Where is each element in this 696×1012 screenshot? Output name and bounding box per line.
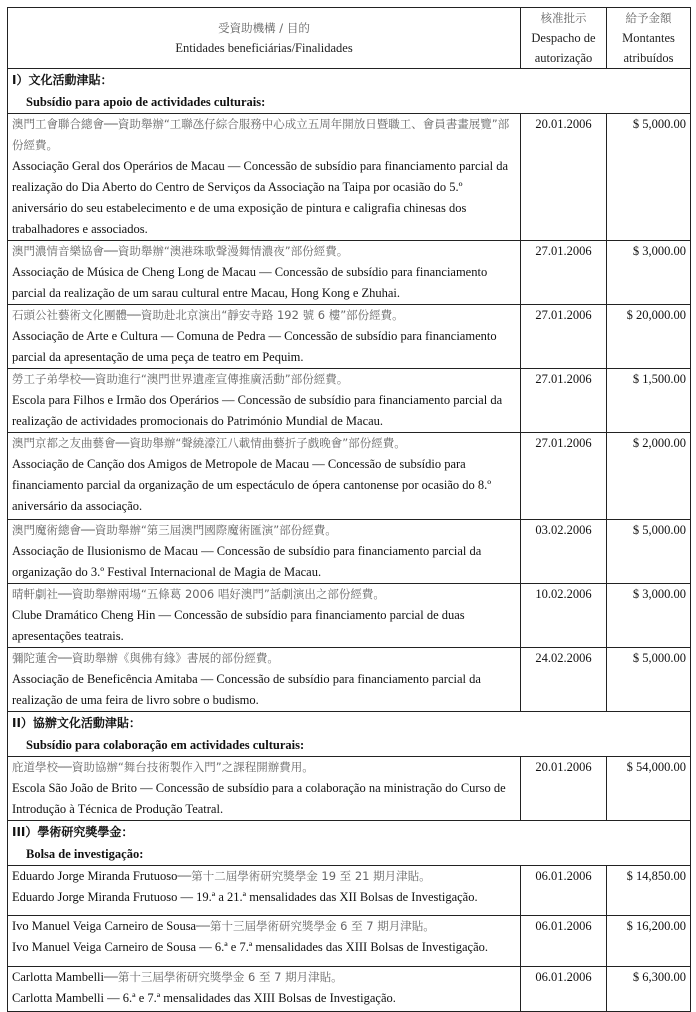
entity-pt: Associação de Arte e Cultura — Comuna de Pedra — Concessão de subsídio para financiamento parcial da apresentação de uma peça de teatro em Pequim. bbox=[12, 329, 497, 364]
entity-cell bbox=[8, 520, 521, 584]
amount: $ 20,000.00 bbox=[607, 305, 691, 369]
amount: $ 14,850.00 bbox=[607, 866, 691, 916]
header-entities-zh: 受資助機構 / 目的 bbox=[218, 21, 310, 35]
entity-zh bbox=[12, 967, 516, 988]
section-title-zh: III）學術研究獎學金： bbox=[12, 825, 134, 839]
amount: $ 3,000.00 bbox=[607, 584, 691, 648]
entity-pt: Escola São João de Brito — Concessão de subsídio para a colaboração na ministração do Curso de Introdução à Técnica de Produção Teatral. bbox=[12, 781, 506, 816]
entity-pt: Associação de Beneficência Amitaba — Concessão de subsídio para financiamento parcial da realização de uma feira de livro sobre o budismo. bbox=[12, 672, 481, 707]
amount: $ 5,000.00 bbox=[607, 648, 691, 712]
section-title-zh: II）協辦文化活動津貼： bbox=[12, 716, 141, 730]
entity-cell bbox=[8, 369, 521, 433]
despacho-date: 27.01.2006 bbox=[521, 433, 607, 520]
amount: $ 3,000.00 bbox=[607, 241, 691, 305]
table-row bbox=[8, 305, 691, 369]
entity-pt: Associação de Música de Cheng Long de Macau — Concessão de subsídio para financiamento parcial da realização de um sarau cultural entre Macau, Hong Kong e Zhuhai. bbox=[12, 265, 488, 300]
entity-cell bbox=[8, 916, 521, 967]
header-montantes-pt: Montantes atribuídos bbox=[622, 31, 675, 65]
beneficiary-name: Ivo Manuel Veiga Carneiro de Sousa bbox=[12, 919, 197, 933]
entity-zh bbox=[12, 916, 516, 937]
entity-cell bbox=[8, 114, 521, 241]
subsidy-table bbox=[7, 7, 691, 1012]
entity-pt: Ivo Manuel Veiga Carneiro de Sousa — 6.ª e 7.ª mensalidades das XIII Bolsas de Investigação. bbox=[12, 940, 488, 954]
entity-cell bbox=[8, 967, 521, 1012]
despacho-date: 27.01.2006 bbox=[521, 369, 607, 433]
entity-zh bbox=[12, 520, 516, 541]
despacho-date: 20.01.2006 bbox=[521, 757, 607, 821]
entity-cell bbox=[8, 305, 521, 369]
table-row bbox=[8, 584, 691, 648]
entity-pt: Escola para Filhos e Irmão dos Operários — Concessão de subsídio para financiamento parcial da realização de actividades promocionais do Património Mundial de Macau. bbox=[12, 393, 503, 428]
section-title bbox=[8, 821, 691, 866]
entity-zh bbox=[12, 433, 516, 454]
amount: $ 16,200.00 bbox=[607, 916, 691, 967]
table-row bbox=[8, 369, 691, 433]
entity-zh bbox=[12, 757, 516, 778]
entity-zh-text: 勞工子弟學校──資助進行“澳門世界遺產宣傳推廣活動”部份經費。 bbox=[12, 372, 349, 386]
entity-pt: Carlotta Mambelli — 6.ª e 7.ª mensalidades das XIII Bolsas de Investigação. bbox=[12, 991, 396, 1005]
beneficiary-name: Eduardo Jorge Miranda Frutuoso bbox=[12, 869, 178, 883]
table-row bbox=[8, 757, 691, 821]
table-row bbox=[8, 866, 691, 916]
header-despacho-zh: 核准批示 bbox=[540, 11, 587, 25]
despacho-date: 20.01.2006 bbox=[521, 114, 607, 241]
header-entities bbox=[8, 8, 521, 69]
despacho-date: 03.02.2006 bbox=[521, 520, 607, 584]
entity-pt: Clube Dramático Cheng Hin — Concessão de subsídio para financiamento parcial de duas apresentações teatrais. bbox=[12, 608, 465, 643]
header-montantes-zh: 給予金額 bbox=[625, 11, 672, 25]
section-title-pt: Subsídio para colaboração em actividades culturais: bbox=[26, 738, 305, 752]
section-header bbox=[8, 712, 691, 757]
section-title-zh: I）文化活動津貼： bbox=[12, 73, 113, 87]
entity-zh bbox=[12, 648, 516, 669]
section-header bbox=[8, 69, 691, 114]
amount: $ 5,000.00 bbox=[607, 520, 691, 584]
entity-cell bbox=[8, 648, 521, 712]
section-header bbox=[8, 821, 691, 866]
entity-zh bbox=[12, 241, 516, 262]
despacho-date: 27.01.2006 bbox=[521, 305, 607, 369]
amount: $ 6,300.00 bbox=[607, 967, 691, 1012]
entity-pt: Associação Geral dos Operários de Macau — Concessão de subsídio para financiamento parcial da realização do Dia Aberto do Centro de Serviços da Associação na Taipa por ocasião do 5.º aniversário do seu estabelecimento e de uma exposição de pintura e caligrafia chinesas dos trabalhadores e associados. bbox=[12, 159, 509, 236]
entity-cell bbox=[8, 866, 521, 916]
entity-cell bbox=[8, 757, 521, 821]
entity-pt: Eduardo Jorge Miranda Frutuoso — 19.ª a 21.ª mensalidades das XII Bolsas de Investigação. bbox=[12, 890, 478, 904]
table-header bbox=[8, 8, 691, 69]
entity-zh-text: 澳門工會聯合總會──資助舉辦“工聯氹仔綜合服務中心成立五周年開放日暨職工、會員書畫展覽”部份經費。 bbox=[12, 117, 510, 152]
entity-cell bbox=[8, 584, 521, 648]
despacho-date: 06.01.2006 bbox=[521, 866, 607, 916]
despacho-date: 06.01.2006 bbox=[521, 967, 607, 1012]
entity-zh bbox=[12, 114, 516, 156]
section-title-pt: Bolsa de investigação: bbox=[26, 847, 144, 861]
table-row bbox=[8, 520, 691, 584]
table-row bbox=[8, 648, 691, 712]
entity-zh bbox=[12, 369, 516, 390]
header-despacho-pt: Despacho de autorização bbox=[531, 31, 596, 65]
entity-zh-text: ──第十三屆學術研究獎學金 6 至 7 期月津貼。 bbox=[104, 970, 343, 984]
entity-pt: Associação de Ilusionismo de Macau — Concessão de subsídio para financiamento parcial da organização do 3.º Festival Internacional de Magia de Macau. bbox=[12, 544, 482, 579]
table-row bbox=[8, 967, 691, 1012]
entity-zh-text: ──第十三屆學術研究獎學金 6 至 7 期月津貼。 bbox=[196, 919, 435, 933]
entity-zh-text: 晴軒劇社──資助舉辦兩場“五條葛 2006 唱好澳門”話劇演出之部份經費。 bbox=[12, 587, 385, 601]
entity-zh bbox=[12, 866, 516, 887]
amount: $ 2,000.00 bbox=[607, 433, 691, 520]
entity-zh-text: 庇道學校──資助協辦“舞台技術製作入門”之課程開辦費用。 bbox=[12, 760, 314, 774]
header-entities-pt: Entidades beneficiárias/Finalidades bbox=[175, 41, 353, 55]
table-row bbox=[8, 114, 691, 241]
amount: $ 54,000.00 bbox=[607, 757, 691, 821]
entity-cell bbox=[8, 433, 521, 520]
despacho-date: 27.01.2006 bbox=[521, 241, 607, 305]
despacho-date: 24.02.2006 bbox=[521, 648, 607, 712]
table-row bbox=[8, 241, 691, 305]
entity-pt: Associação de Canção dos Amigos de Metropole de Macau — Concessão de subsídio para financiamento parcial da organização de um espectáculo de ópera cantonense por ocasião do 8.º aniversário da associação. bbox=[12, 457, 492, 513]
entity-zh-text: 澳門魔術總會──資助舉辦“第三屆澳門國際魔術匯演”部份經費。 bbox=[12, 523, 337, 537]
despacho-date: 10.02.2006 bbox=[521, 584, 607, 648]
entity-zh-text: 澳門京都之友曲藝會──資助舉辦“聲繞濠江八載情曲藝折子戲晚會”部份經費。 bbox=[12, 436, 406, 450]
beneficiary-name: Carlotta Mambelli bbox=[12, 970, 104, 984]
entity-zh-text: 彌陀蓮舍──資助舉辦《與佛有緣》書展的部份經費。 bbox=[12, 651, 279, 665]
entity-zh-text: 石頭公社藝術文化團體──資助赴北京演出“靜安寺路 192 號 6 樓”部份經費。 bbox=[12, 308, 404, 322]
table-row bbox=[8, 433, 691, 520]
amount: $ 5,000.00 bbox=[607, 114, 691, 241]
table-row bbox=[8, 916, 691, 967]
header-montantes bbox=[607, 8, 691, 69]
section-title bbox=[8, 712, 691, 757]
despacho-date: 06.01.2006 bbox=[521, 916, 607, 967]
entity-zh bbox=[12, 305, 516, 326]
section-title bbox=[8, 69, 691, 114]
amount: $ 1,500.00 bbox=[607, 369, 691, 433]
entity-zh bbox=[12, 584, 516, 605]
entity-zh-text: 澳門濃情音樂協會──資助舉辦“澳港珠歌聲漫舞情濃夜”部份經費。 bbox=[12, 244, 349, 258]
entity-cell bbox=[8, 241, 521, 305]
entity-zh-text: ──第十二屆學術研究獎學金 19 至 21 期月津貼。 bbox=[177, 869, 431, 883]
section-title-pt: Subsídio para apoio de actividades culturais: bbox=[26, 95, 266, 109]
header-despacho bbox=[521, 8, 607, 69]
